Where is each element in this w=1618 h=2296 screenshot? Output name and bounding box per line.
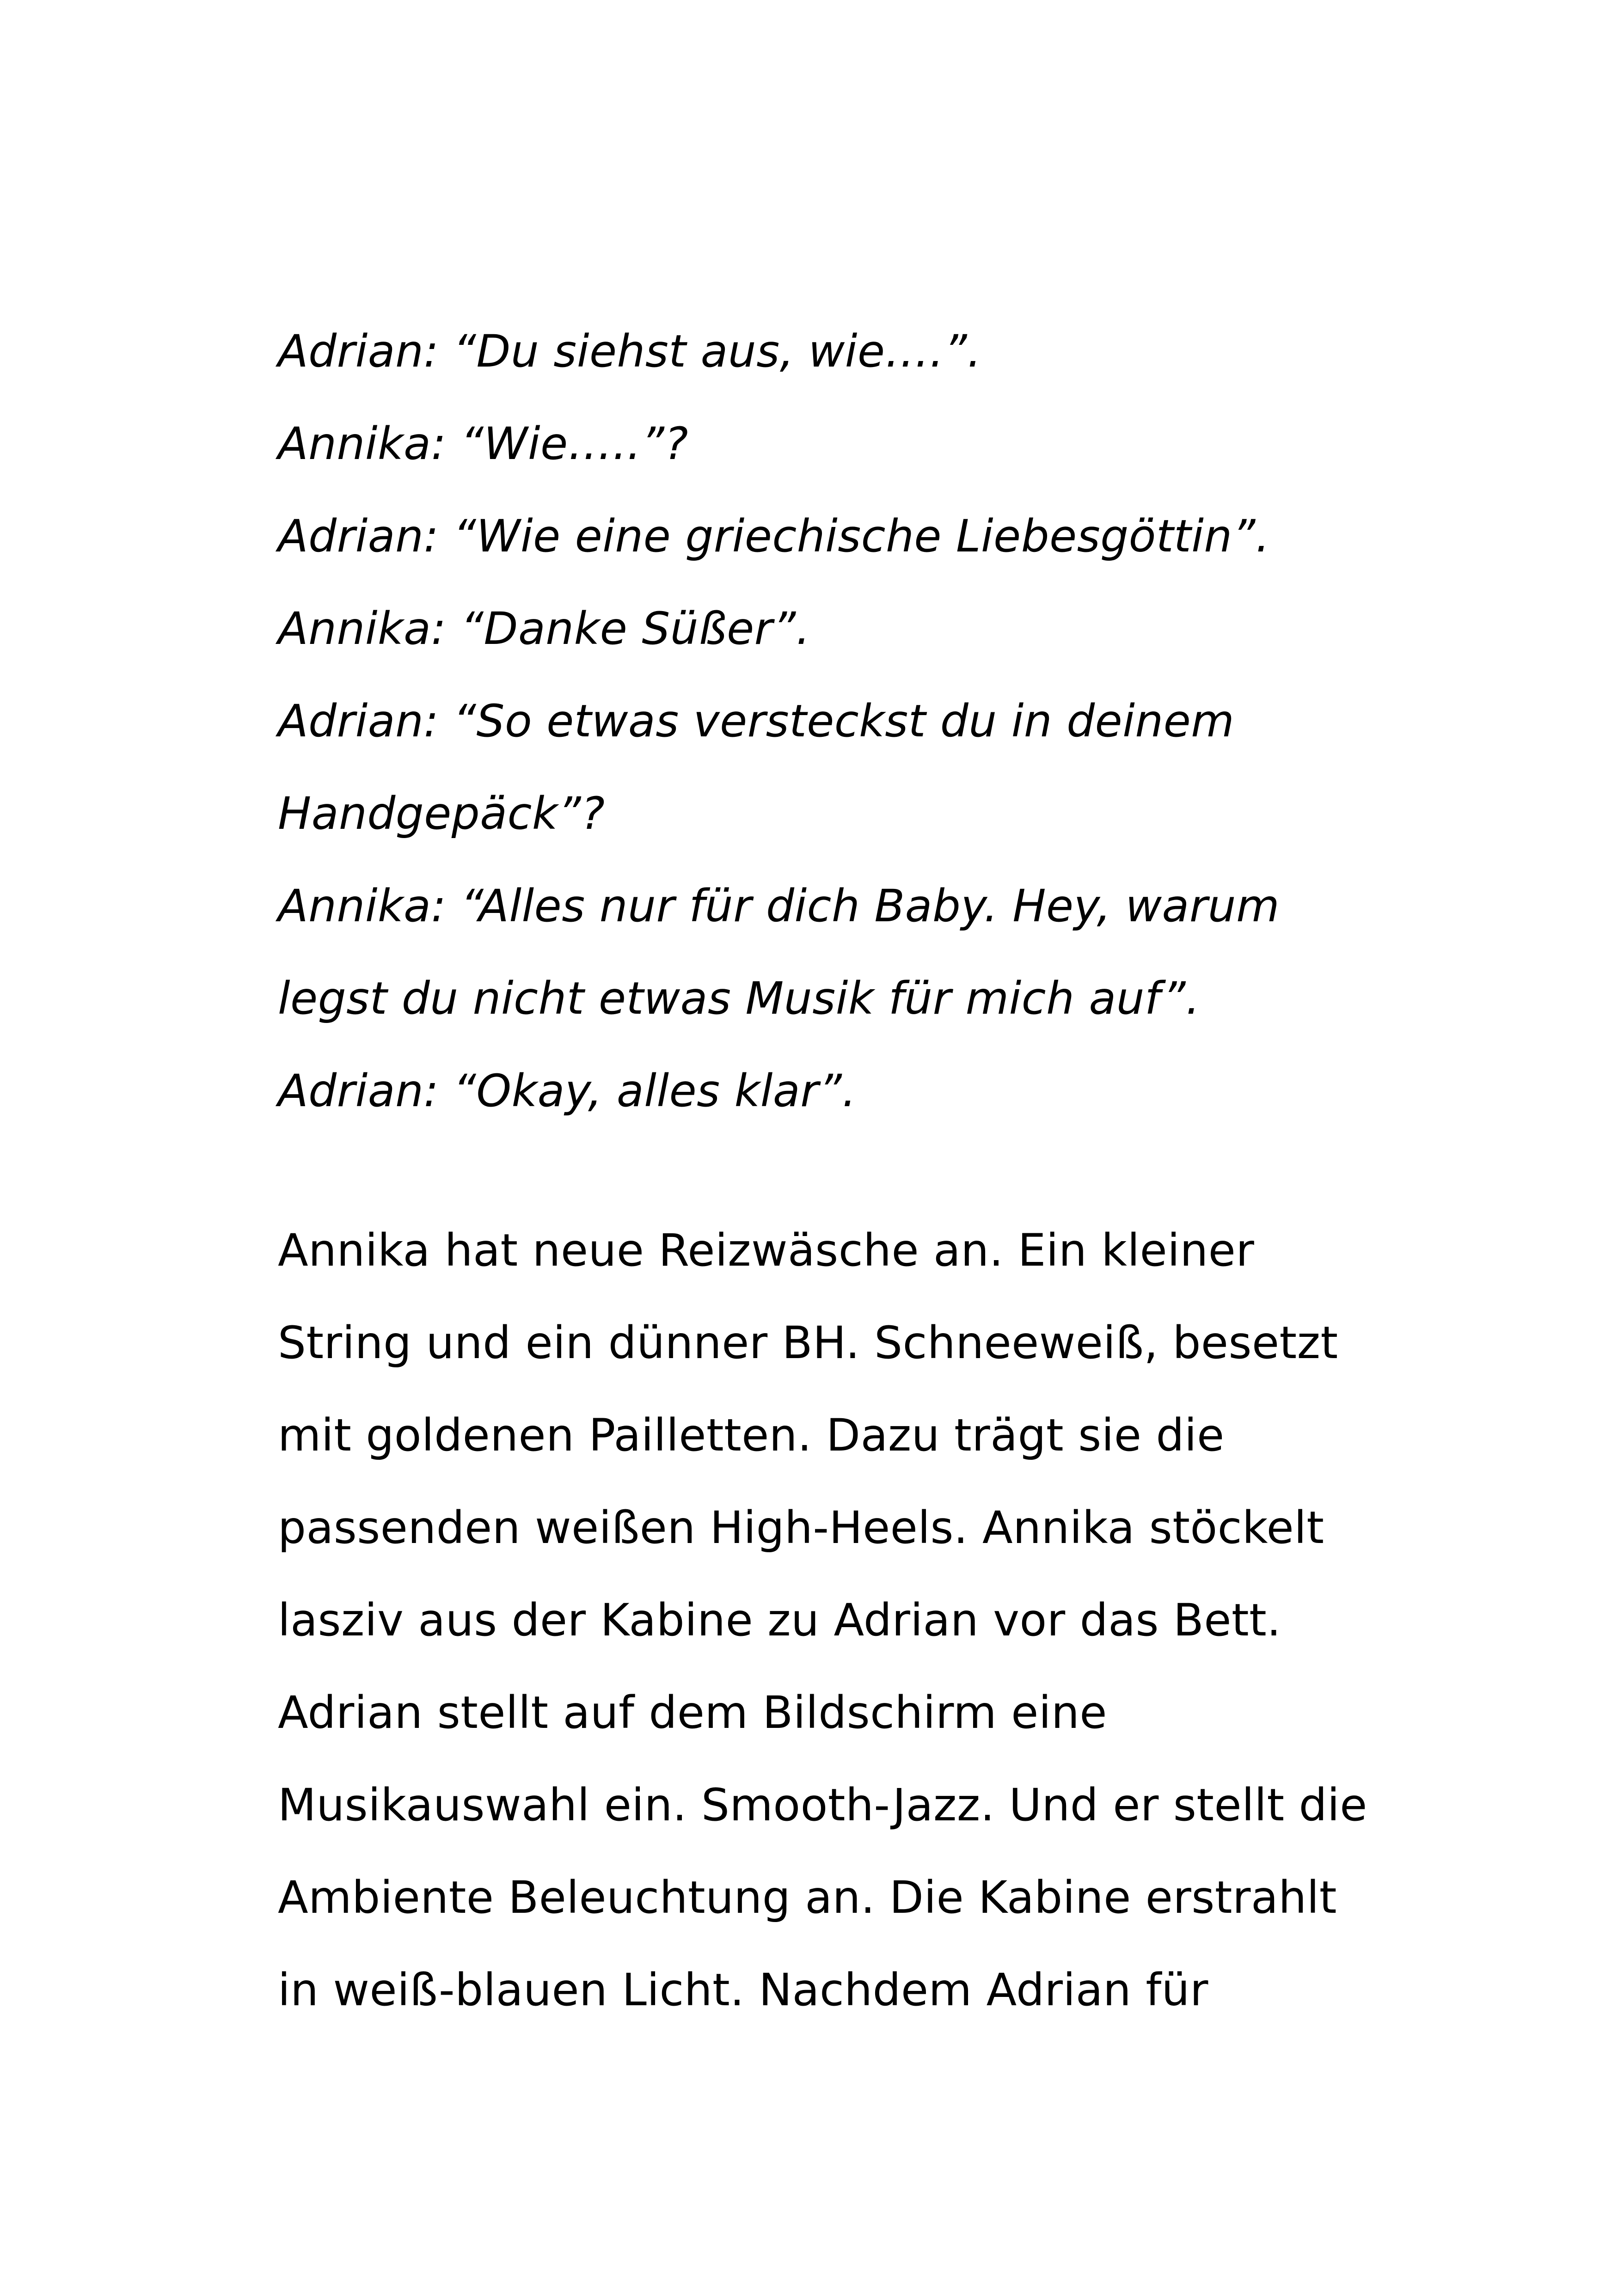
dialogue-line: Adrian: “Wie eine griechische Liebesgöttin”.: [278, 510, 1270, 562]
dialogue-block: [278, 305, 1387, 1137]
dialogue-line: Adrian: “Okay, alles klar”.: [278, 1065, 857, 1117]
narration-line: Annika hat neue Reizwäsche an. Ein kleiner: [278, 1225, 1255, 1276]
narration-line: String und ein dünner BH. Schneeweiß, besetzt: [278, 1317, 1338, 1369]
narration-line: Musikauswahl ein. Smooth-Jazz. Und er stellt die: [278, 1779, 1367, 1831]
narration-line: in weiß-blauen Licht. Nachdem Adrian für: [278, 1964, 1208, 2016]
narration-line: Ambiente Beleuchtung an. Die Kabine erstrahlt: [278, 1872, 1337, 1923]
narration-line: passenden weißen High-Heels. Annika stöckelt: [278, 1502, 1324, 1554]
dialogue-line: Annika: “Wie…..”?: [278, 418, 688, 470]
dialogue-line: Adrian: “Du siehst aus, wie….”.: [278, 325, 982, 377]
dialogue-line: Handgepäck”?: [278, 788, 605, 839]
narration-paragraph: [278, 1204, 1387, 2036]
dialogue-line: Adrian: “So etwas versteckst du in deinem: [278, 695, 1235, 747]
narration-line: lasziv aus der Kabine zu Adrian vor das Bett.: [278, 1594, 1281, 1646]
narration-line: mit goldenen Pailletten. Dazu trägt sie die: [278, 1409, 1225, 1461]
dialogue-line: Annika: “Danke Süßer”.: [278, 603, 810, 655]
dialogue-line: legst du nicht etwas Musik für mich auf”.: [278, 973, 1201, 1024]
dialogue-line: Annika: “Alles nur für dich Baby. Hey, warum: [278, 880, 1280, 932]
narration-line: Adrian stellt auf dem Bildschirm eine: [278, 1687, 1107, 1739]
